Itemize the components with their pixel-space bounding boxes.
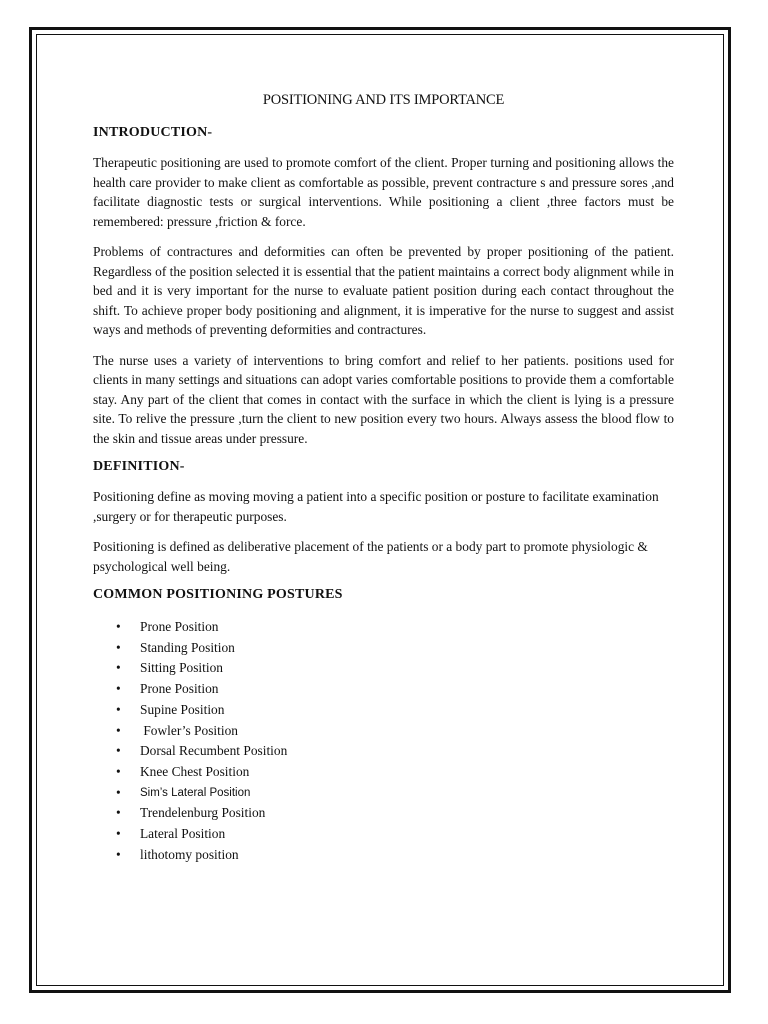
- introduction-paragraph-3: The nurse uses a variety of interventions to bring comfort and relief to her patients. positions used for clients in many settings and situations can adopt varies comfortable positions to provide them a comfortable stay. Any part of the client that comes in contact with the surface in which the client is lying is a pressure site. To relive the pressure ,turn the client to new position every two hours. Always assess the blood flow to the skin and tissue areas under pressure.: [93, 352, 674, 446]
- list-item-label: Lateral Position: [140, 826, 226, 842]
- common-postures-heading: COMMON POSITIONING POSTURES: [93, 587, 343, 602]
- bullet-icon: •: [116, 743, 121, 759]
- list-item: [93, 741, 674, 762]
- bullet-icon: •: [116, 639, 121, 655]
- list-item-label: Sim’s Lateral Position: [140, 786, 251, 799]
- list-item-label: Standing Position: [140, 639, 235, 655]
- bullet-icon: •: [116, 701, 121, 717]
- bullet-icon: •: [116, 722, 121, 738]
- list-item-label: Knee Chest Position: [140, 763, 250, 779]
- list-item: [93, 803, 674, 824]
- bullet-icon: •: [116, 846, 121, 862]
- bullet-icon: •: [116, 619, 121, 634]
- introduction-paragraph-1: Therapeutic positioning are used to promote comfort of the client. Proper turning and positioning allows the health care provider to make client as comfortable as possible, prevent contracture s and pressure sores ,and facilitate diagnostic tests or surgical interventions. While positioning a client ,three factors must be remembered: pressure ,friction & force.: [93, 155, 674, 229]
- list-item: [93, 762, 674, 783]
- list-item-label: lithotomy position: [140, 846, 239, 862]
- list-item: [93, 658, 674, 679]
- list-item: [93, 638, 674, 659]
- list-item: [93, 721, 674, 742]
- bullet-icon: •: [116, 681, 121, 697]
- list-item: [93, 783, 674, 804]
- bullet-icon: •: [116, 805, 121, 821]
- list-item-label: Prone Position: [140, 619, 219, 634]
- definition-heading: DEFINITION-: [93, 459, 185, 474]
- document-title: POSITIONING AND ITS IMPORTANCE: [262, 92, 505, 108]
- list-item: [93, 824, 674, 845]
- introduction-heading: INTRODUCTION-: [93, 125, 213, 140]
- document-content: [93, 92, 674, 865]
- bullet-icon: •: [116, 763, 121, 779]
- bullet-icon: •: [116, 784, 121, 800]
- bullet-icon: •: [116, 826, 121, 842]
- list-item-label: Supine Position: [140, 701, 225, 717]
- list-item-label: Fowler’s Position: [140, 722, 238, 738]
- list-item-label: Sitting Position: [140, 660, 223, 676]
- bullet-icon: •: [116, 660, 121, 676]
- definition-paragraph-1: Positioning define as moving moving a patient into a specific position or posture to facilitate examination ,surgery or for therapeutic purposes.: [93, 489, 659, 524]
- list-item-label: Trendelenburg Position: [140, 805, 266, 821]
- list-item: [93, 845, 674, 866]
- list-item: [93, 700, 674, 721]
- definition-paragraph-2: Positioning is defined as deliberative placement of the patients or a body part to promote physiologic & psychological well being.: [93, 539, 648, 574]
- introduction-paragraph-2: Problems of contractures and deformities can often be prevented by proper positioning of the patient. Regardless of the position selected it is essential that the patient maintains a correct body alignment while in bed and it is very important for the nurse to evaluate patient position during each contact throughout the shift. To achieve proper body positioning and alignment, it is imperative for the nurse to suggest and assist ways and methods of preventing deformities and contractures.: [93, 244, 674, 337]
- list-item-label: Dorsal Recumbent Position: [140, 743, 288, 759]
- list-item-label: Prone Position: [140, 681, 219, 697]
- list-item: [93, 679, 674, 700]
- list-item: [93, 617, 674, 638]
- postures-list: [93, 617, 674, 865]
